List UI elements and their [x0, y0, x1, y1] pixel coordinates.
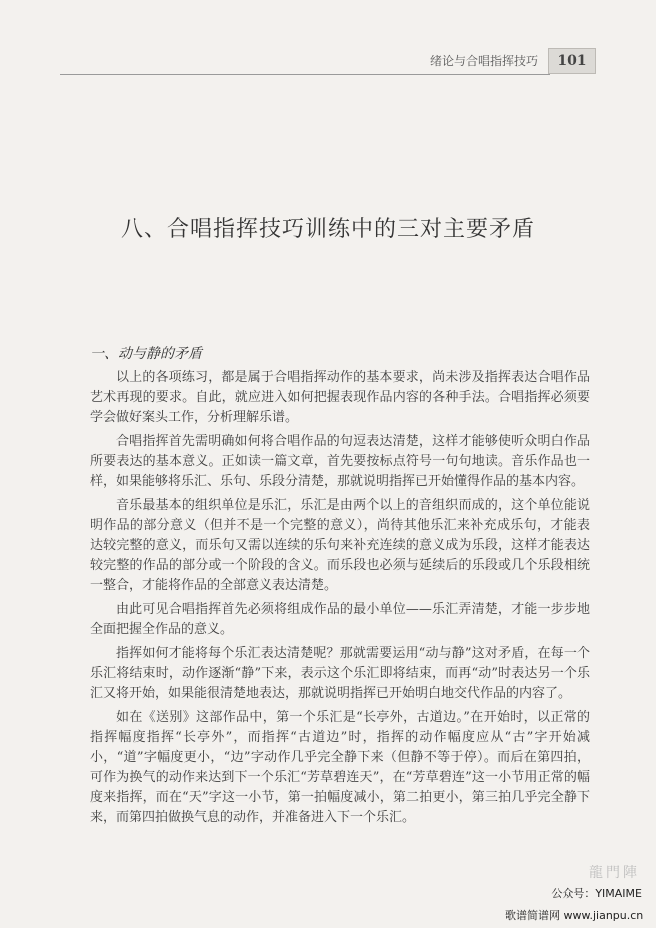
- body-text: [90, 368, 590, 832]
- paragraph: 以上的各项练习，都是属于合唱指挥动作的基本要求，尚未涉及指挥表达合唱作品艺术再现的要求。自此，就应进入如何把握表现作品内容的各种手法。合唱指挥必须要学会做好案头工作，分析理解乐谱。: [90, 370, 590, 425]
- chapter-title: 八、合唱指挥技巧训练中的三对主要矛盾: [120, 217, 535, 242]
- footer-site-url: www.jianpu.cn: [563, 909, 644, 922]
- running-header: [0, 44, 610, 80]
- paragraph: 如在《送别》这部作品中，第一个乐汇是“长亭外，古道边。”在开始时，以正常的指挥幅度指挥“长亭外”，而指挥“古道边”时，指挥的动作幅度应从“古”字开始减小，“道”字幅度更小，“边”字动作几乎完全静下来（但静不等于停）。而后在第四拍，可作为换气的动作来达到下一个乐汇“芳草碧连天”，在“芳草碧连”这一小节用正常的幅度来指挥，而在“天”字这一小节，第一拍幅度减小，第二拍更小，第三拍几乎完全静下来，而第四拍做换气息的动作，并准备进入下一个乐汇。: [90, 710, 590, 825]
- footer-credit: [551, 887, 642, 901]
- paragraph: 合唱指挥首先需明确如何将合唱作品的句逗表达清楚，这样才能够使听众明白作品所要表达的基本意义。正如读一篇文章，首先要按标点符号一句句地读。音乐作品也一样，如果能够将乐汇、乐句、乐段分清楚，那就说明指挥已开始懂得作品的基本内容。: [90, 434, 590, 489]
- footer-site-name: 歌谱简谱网: [505, 909, 560, 922]
- paragraph: 指挥如何才能将每个乐汇表达清楚呢？那就需要运用“动与静”这对矛盾，在每一个乐汇将结束时，动作逐渐“静”下来，表示这个乐汇即将结束，而再“动”时表达另一个乐汇又将开始，如果能很清楚地表达，那就说明指挥已开始明白地交代作品的内容了。: [90, 646, 590, 701]
- section-heading: 一、动与静的矛盾: [90, 346, 202, 362]
- paragraph: 由此可见合唱指挥首先必须将组成作品的最小单位——乐汇弄清楚，才能一步步地全面把握全作品的意义。: [90, 602, 590, 637]
- watermark-logo: 龍門陣: [589, 865, 640, 881]
- running-title: 绪论与合唱指挥技巧: [429, 54, 538, 68]
- page-number: 101: [548, 48, 596, 74]
- paragraph: 音乐最基本的组织单位是乐汇，乐汇是由两个以上的音组织而成的，这个单位能说明作品的部分意义（但并不是一个完整的意义），尚待其他乐汇来补充成乐句，才能表达较完整的意义，而乐句又需以连续的乐句来补充连续的意义成为乐段，这样才能表达较完整的作品的部分或一个阶段的含义。而乐段也必须与延续后的乐段或几个乐段相统一整合，才能将作品的全部意义表达清楚。: [90, 498, 590, 593]
- header-rule: [60, 74, 550, 75]
- footer-account: 公众号：YIMAIME: [551, 887, 642, 900]
- footer-site: [505, 907, 643, 923]
